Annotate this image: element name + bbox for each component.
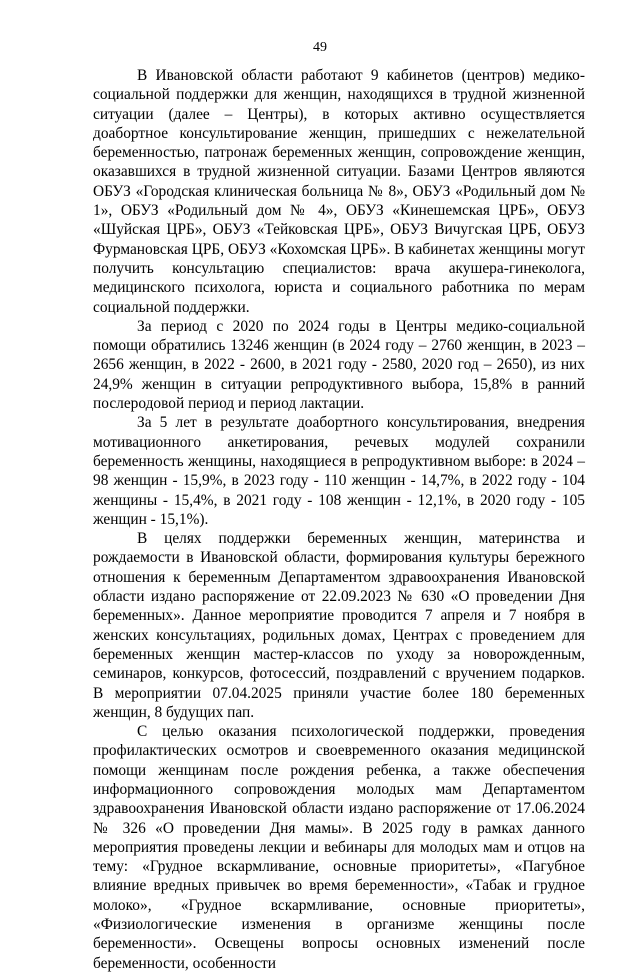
paragraph-centers-statistics: За период с 2020 по 2024 годы в Центры медико-социальной помощи обратились 13246 женщин (в 2024 году – 2760 женщин, в 2023 – 2656 женщин, в 2022 - 2600, в 2021 году - 2580, 2020 год – 2650), из них 24,9% женщин в ситуации репродуктивного выбора, 15,8% в ранний послеродовой период и период лактации.	[93, 317, 585, 413]
paragraph-mothers-day: С целью оказания психологической поддержки, проведения профилактических осмотров и своевременного оказания медицинской помощи женщинам после рождения ребенка, а также обеспечения информационного сопровождения молодых мам Департаментом здравоохранения Ивановской области издано распоряжение от 17.06.2024 № 326 «О проведении Дня мамы». В 2025 году в рамках данного мероприятия проведены лекции и вебинары для молодых мам и отцов на тему: «Грудное вскармливание, основные приоритеты», «Пагубное влияние вредных привычек во время беременности», «Табак и грудное молоко», «Грудное вскармливание, основные приоритеты», «Физиологические изменения в организме женщины после беременности». Освещены вопросы основных изменений после беременности, особенности	[93, 723, 585, 972]
paragraph-centers-overview: В Ивановской области работают 9 кабинетов (центров) медико-социальной поддержки для женщин, находящихся в трудной жизненной ситуации (далее – Центры), в которых активно осуществляется доабортное консультирование женщин, пришедших с нежелательной беременностью, патронаж беременных женщин, сопровождение женщин, оказавшихся в трудной жизненной ситуации. Базами Центров являются ОБУЗ «Городская клиническая больница № 8», ОБУЗ «Родильный дом № 1», ОБУЗ «Родильный дом № 4», ОБУЗ «Кинешемская ЦРБ», ОБУЗ «Шуйская ЦРБ», ОБУЗ «Тейковская ЦРБ», ОБУЗ Вичугская ЦРБ, ОБУЗ Фурмановская ЦРБ, ОБУЗ «Кохомская ЦРБ». В кабинетах женщины могут получить консультацию специалистов: врача акушера-гинеколога, медицинского психолога, юриста и социального работника по мерам социальной поддержки.	[93, 67, 585, 316]
page-number: 49	[313, 40, 327, 55]
paragraph-pregnancy-saved: За 5 лет в результате доабортного консультирования, внедрения мотивационного анкетирования, речевых модулей сохранили беременность женщины, находящиеся в репродуктивном выборе: в 2024 – 98 женщин - 15,9%, в 2023 году - 110 женщин - 14,7%, в 2022 году - 104 женщины - 15,4%, в 2021 году - 108 женщин - 12,1%, в 2020 году - 105 женщин - 15,1%).	[93, 414, 585, 528]
page-body	[93, 66, 585, 973]
paragraph-pregnant-day: В целях поддержки беременных женщин, материнства и рождаемости в Ивановской области, формирования культуры бережного отношения к беременным Департаментом здравоохранения Ивановской области издано распоряжение от 22.09.2023 № 630 «О проведении Дня беременных». Данное мероприятие проводится 7 апреля и 7 ноября в женских консультациях, родильных домах, Центрах с проведением для беременных женщин мастер-классов по уходу за новорожденным, семинаров, конкурсов, фотосессий, поздравлений с вручением подарков. В мероприятии 07.04.2025 приняли участие более 180 беременных женщин, 8 будущих пап.	[93, 530, 585, 721]
